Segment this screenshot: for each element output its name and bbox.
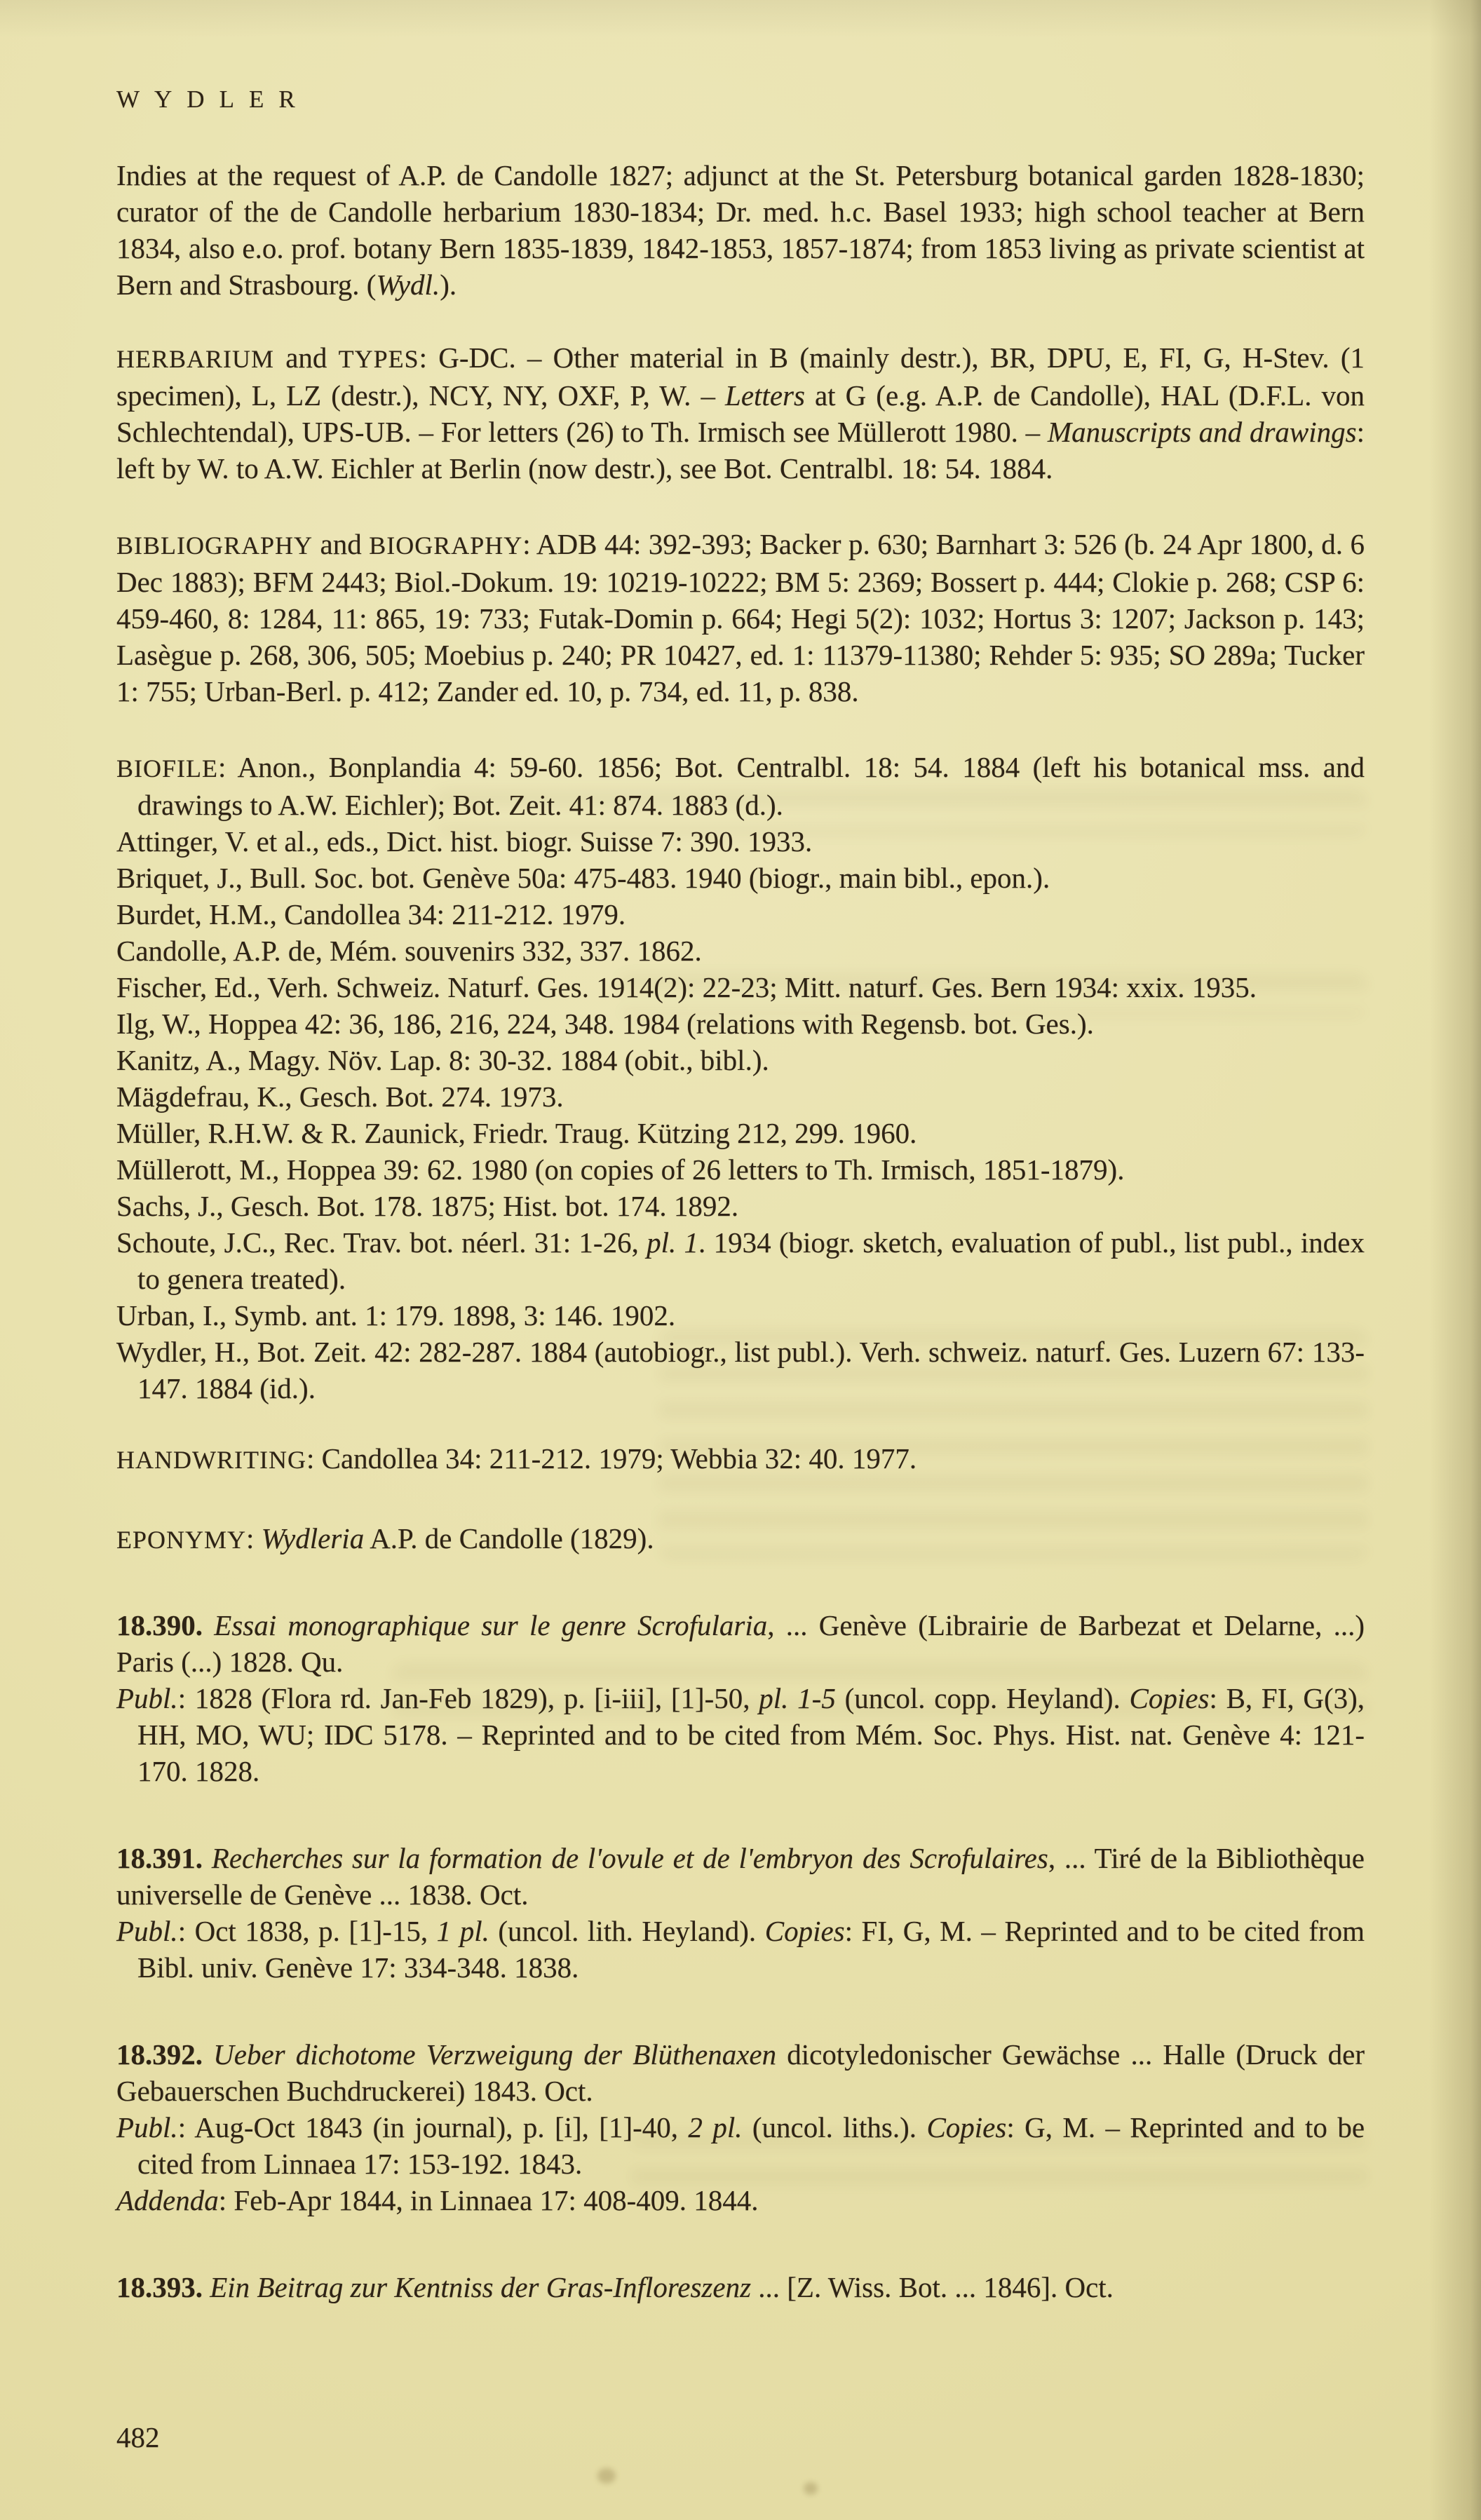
text-run: Letters	[725, 379, 805, 412]
biography-section	[116, 157, 1365, 303]
work-entry-18391	[116, 1840, 1365, 1986]
work-title-text: Ueber dichotome Verzweigung der Blüthenaxen	[213, 2038, 777, 2071]
section-label: BIOFILE	[116, 754, 218, 783]
work-publication-note	[116, 2109, 1365, 2182]
biofile-entry	[116, 1078, 1365, 1115]
text-run: 2 pl.	[688, 2111, 743, 2143]
text-run: (uncol. lith. Heyland).	[489, 1915, 765, 1947]
biofile-entry	[116, 823, 1365, 860]
section-label: TYPES	[338, 345, 419, 373]
biofile-entry	[116, 1115, 1365, 1151]
section-label: HANDWRITING	[116, 1446, 306, 1474]
text-run: : Aug-Oct 1843 (in journal), p. [i], [1]-40,	[177, 2111, 689, 2143]
section-label: EPONYMY	[116, 1526, 247, 1554]
text-run: Wydleria	[261, 1522, 365, 1554]
handwriting-section	[116, 1440, 1365, 1478]
biofile-entry	[116, 969, 1365, 1005]
publ-label: Publ.	[116, 2111, 178, 2143]
work-title-text: Recherches sur la formation de l'ovule et de l'embryon des Scrofulaires	[211, 1842, 1048, 1874]
text-run: ... [Z. Wiss. Bot. ... 1846]. Oct.	[751, 2271, 1114, 2303]
text-run: Urban, I., Symb. ant. 1: 179. 1898, 3: 146. 1902.	[116, 1299, 676, 1332]
text-run: Burdet, H.M., Candollea 34: 211-212. 1979.	[116, 898, 626, 930]
text-run: Müllerott, M., Hoppea 39: 62. 1980 (on copies of 26 letters to Th. Irmisch, 1851-1879).	[116, 1153, 1125, 1186]
text-run: : Oct 1838, p. [1]-15,	[177, 1915, 437, 1947]
text-run: : Anon., Bonplandia 4: 59-60. 1856; Bot. Centralbl. 18: 54. 1884 (left his botanical mss. and drawings to A.W. Eichler); Bot. Zeit. 41: 874. 1883 (d.).	[137, 751, 1365, 821]
work-title-text: Essai monographique sur le genre Scrofularia	[214, 1609, 768, 1641]
addenda-label: Addenda	[116, 2184, 219, 2216]
text-run: (uncol. liths.).	[742, 2111, 927, 2143]
text-run: and	[274, 341, 339, 374]
text-run: : Candollea 34: 211-212. 1979; Webbia 32: 40. 1977.	[306, 1442, 917, 1475]
biofile-section	[116, 749, 1365, 1407]
text-run: , ... Genève (Librairie de Barbezat et Delarne, ...) Paris (...) 1828. Qu.	[116, 1609, 1365, 1678]
text-run: : left by W. to A.W. Eichler at Berlin (now destr.), see Bot. Centralbl. 18: 54. 1884.	[116, 416, 1365, 485]
work-number: 18.391.	[116, 1842, 203, 1874]
text-run: : G, M. – Reprinted and to be cited from Linnaea 17: 153-192. 1843.	[137, 2111, 1365, 2180]
work-title	[116, 2269, 1365, 2305]
text-run: : FI, G, M. – Reprinted and to be cited from Bibl. univ. Genève 17: 334-348. 1838.	[137, 1915, 1365, 1984]
bibliography-section	[116, 526, 1365, 710]
section-label: BIOGRAPHY	[369, 531, 523, 560]
text-run: Schoute, J.C., Rec. Trav. bot. néerl. 31: 1-26,	[116, 1226, 647, 1259]
biofile-entry	[116, 1188, 1365, 1224]
eponymy-section	[116, 1520, 1365, 1558]
biofile-entry	[116, 749, 1365, 823]
text-run: . 1934 (biogr. sketch, evaluation of publ., list publ., index to genera treated).	[137, 1226, 1365, 1295]
biofile-entry	[116, 1005, 1365, 1042]
eponymy-paragraph	[116, 1520, 1365, 1558]
text-run: Mägdefrau, K., Gesch. Bot. 274. 1973.	[116, 1081, 564, 1113]
text-run: :	[246, 1522, 262, 1554]
biofile-entry	[116, 1042, 1365, 1078]
running-head: WYDLER	[116, 86, 310, 113]
herbarium-paragraph	[116, 339, 1365, 487]
text-run: : Feb-Apr 1844, in Linnaea 17: 408-409. 1844.	[218, 2184, 759, 2216]
biofile-entry	[116, 1334, 1365, 1407]
text-run: Ilg, W., Hoppea 42: 36, 186, 216, 224, 348. 1984 (relations with Regensb. bot. Ges.).	[116, 1008, 1094, 1040]
text-run: Müller, R.H.W. & R. Zaunick, Friedr. Traug. Kützing 212, 299. 1960.	[116, 1117, 917, 1149]
work-publication-note	[116, 1913, 1365, 1986]
work-entry-18392	[116, 2036, 1365, 2218]
section-label: HERBARIUM	[116, 345, 275, 373]
text-run: : ADB 44: 392-393; Backer p. 630; Barnhart 3: 526 (b. 24 Apr 1800, d. 6 Dec 1883); BFM 2443; Biol.-Dokum. 19: 10219-10222; BM 5: 2369; Bossert p. 444; Clokie p. 268; CSP 6: 459-460, 8: 1284, 11: 865, 19: 733; Futak-Domin p. 664; Hegi 5(2): 1032; Hortus 3: 1207; Jackson p. 143; Lasègue p. 268, 306, 505; Moebius p. 240; PR 10427, ed. 1: 11379-11380; Rehder 5: 935; SO 289a; Tucker 1: 755; Urban-Berl. p. 412; Zander ed. 10, p. 734, ed. 11, p. 838.	[116, 528, 1365, 707]
text-run: ).	[440, 269, 457, 301]
paper-speck	[597, 2468, 616, 2484]
text-run: Sachs, J., Gesch. Bot. 178. 1875; Hist. bot. 174. 1892.	[116, 1190, 739, 1222]
text-run: Indies at the request of A.P. de Candolle 1827; adjunct at the St. Petersburg botanical garden 1828-1830; curator of the de Candolle herbarium 1830-1834; Dr. med. h.c. Basel 1933; high school teacher at Bern 1834, also e.o. prof. botany Bern 1835-1839, 1842-1853, 1857-1874; from 1853 living as private scientist at Bern and Strasbourg. (	[116, 159, 1365, 301]
text-run: : G-DC. – Other material in B (mainly destr.), BR, DPU, E, FI, G, H-Stev. (1 specimen), L, LZ (destr.), NCY, NY, OXF, P, W. –	[116, 341, 1365, 412]
work-title	[116, 1840, 1365, 1913]
biofile-entry	[116, 933, 1365, 969]
text-run: Kanitz, A., Magy. Növ. Lap. 8: 30-32. 1884 (obit., bibl.).	[116, 1044, 769, 1076]
work-entry-18393	[116, 2269, 1365, 2305]
copies-label: Copies	[926, 2111, 1007, 2143]
text-run	[203, 1609, 214, 1641]
text-run	[203, 2271, 210, 2303]
text-run: Wydl.	[376, 269, 440, 301]
text-run: : 1828 (Flora rd. Jan-Feb 1829), p. [i-iii], [1]-50,	[177, 1682, 759, 1714]
biography-paragraph	[116, 157, 1365, 303]
text-run	[203, 1842, 212, 1874]
text-run: pl. 1	[647, 1226, 699, 1259]
work-number: 18.392.	[116, 2038, 203, 2071]
biofile-entry	[116, 1224, 1365, 1297]
publ-label: Publ.	[116, 1915, 178, 1947]
section-label: BIBLIOGRAPHY	[116, 531, 313, 560]
text-run: (uncol. copp. Heyland).	[835, 1682, 1130, 1714]
text-run: Wydler, H., Bot. Zeit. 42: 282-287. 1884 (autobiogr., list publ.). Verh. schweiz. naturf. Ges. Luzern 67: 133-147. 1884 (id.).	[116, 1336, 1365, 1404]
page-number: 482	[116, 2421, 160, 2453]
text-run: , ... Tiré de la Bibliothèque universelle de Genève ... 1838. Oct.	[116, 1842, 1365, 1911]
work-publication-note	[116, 1680, 1365, 1789]
text-run: : B, FI, G(3), HH, MO, WU; IDC 5178. – Reprinted and to be cited from Mém. Soc. Phys. Hist. nat. Genève 4: 121-170. 1828.	[137, 1682, 1365, 1787]
text-run: Briquet, J., Bull. Soc. bot. Genève 50a: 475-483. 1940 (biogr., main bibl., epon.).	[116, 862, 1050, 894]
work-title	[116, 2036, 1365, 2109]
herbarium-section	[116, 339, 1365, 487]
text-run: 1 pl.	[436, 1915, 489, 1947]
text-run: Candolle, A.P. de, Mém. souvenirs 332, 337. 1862.	[116, 935, 702, 967]
biofile-entry	[116, 1297, 1365, 1334]
biofile-entry	[116, 896, 1365, 933]
text-run: A.P. de Candolle (1829).	[364, 1522, 654, 1554]
copies-label: Copies	[764, 1915, 845, 1947]
work-title-text: Ein Beitrag zur Kentniss der Gras-Infloreszenz	[210, 2271, 752, 2303]
page-content	[116, 81, 1365, 2305]
work-number: 18.390.	[116, 1609, 203, 1641]
text-run: dicotyledonischer Gewächse ... Halle (Druck der Gebauerschen Buchdruckerei) 1843. Oct.	[116, 2038, 1365, 2107]
paper-speck	[804, 2482, 818, 2495]
work-entry-18390	[116, 1607, 1365, 1789]
text-run: Attinger, V. et al., eds., Dict. hist. biogr. Suisse 7: 390. 1933.	[116, 825, 813, 858]
work-title	[116, 1607, 1365, 1680]
handwriting-paragraph	[116, 1440, 1365, 1478]
text-run: Manuscripts and drawings	[1047, 416, 1357, 448]
bibliography-paragraph	[116, 526, 1365, 710]
text-run: and	[313, 528, 370, 560]
copies-label: Copies	[1129, 1682, 1210, 1714]
text-run: pl. 1-5	[759, 1682, 836, 1714]
biofile-entry	[116, 860, 1365, 896]
biofile-entry	[116, 1151, 1365, 1188]
text-run	[203, 2038, 213, 2071]
publ-label: Publ.	[116, 1682, 178, 1714]
work-number: 18.393.	[116, 2271, 203, 2303]
text-run: at G (e.g. A.P. de Candolle), HAL (D.F.L. von Schlechtendal), UPS-UB. – For letters (26) to Th. Irmisch see Müllerott 1980. –	[116, 379, 1365, 448]
text-run: Fischer, Ed., Verh. Schweiz. Naturf. Ges. 1914(2): 22-23; Mitt. naturf. Ges. Bern 1934: xxix. 1935.	[116, 971, 1257, 1003]
work-addenda-note	[116, 2182, 1365, 2218]
